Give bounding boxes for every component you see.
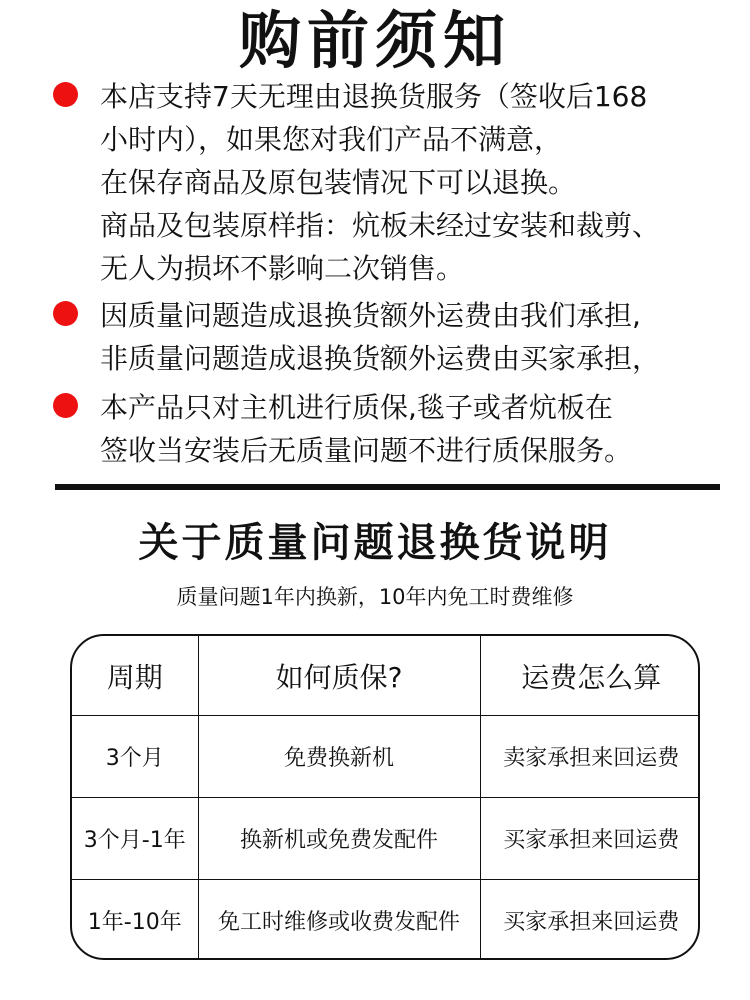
notice-line: 本店支持7天无理由退换货服务（签收后168 xyxy=(100,80,648,113)
cell-period: 3个月 xyxy=(72,716,198,798)
bullet-dot xyxy=(53,82,78,107)
notice-line: 本产品只对主机进行质保,毯子或者炕板在 xyxy=(100,391,613,424)
header-period: 周期 xyxy=(72,636,198,716)
page-title: 购前须知 xyxy=(238,4,511,77)
notice-item xyxy=(100,294,740,380)
bullet-dot xyxy=(53,393,78,418)
notice-line: 无人为损坏不影响二次销售。 xyxy=(100,252,465,285)
warranty-table xyxy=(70,634,700,960)
table-row xyxy=(72,798,700,880)
table-row xyxy=(72,716,700,798)
notice-line: 非质量问题造成退换货额外运费由买家承担， xyxy=(100,342,661,375)
section-divider xyxy=(55,484,720,490)
table-header-row xyxy=(72,636,700,716)
cell-shipping: 买家承担来回运费 xyxy=(480,798,700,880)
header-warranty: 如何质保? xyxy=(198,636,480,716)
table-row xyxy=(72,880,700,961)
cell-warranty: 免费换新机 xyxy=(198,716,480,798)
notice-item xyxy=(100,386,740,472)
notice-line: 商品及包装原样指：炕板未经过安装和裁剪、 xyxy=(100,209,661,242)
notice-line: 签收当安装后无质量问题不进行质保服务。 xyxy=(100,434,633,467)
section-caption: 质量问题1年内换新，10年内免工时费维修 xyxy=(176,585,574,609)
cell-shipping: 买家承担来回运费 xyxy=(480,880,700,961)
cell-warranty: 免工时维修或收费发配件 xyxy=(198,880,480,961)
bullet-dot xyxy=(53,301,78,326)
notice-line: 在保存商品及原包装情况下可以退换。 xyxy=(100,166,577,199)
notice-item xyxy=(100,75,740,290)
cell-period: 3个月-1年 xyxy=(72,798,198,880)
notice-line: 小时内），如果您对我们产品不满意， xyxy=(100,123,563,156)
cell-shipping: 卖家承担来回运费 xyxy=(480,716,700,798)
section-title: 关于质量问题退换货说明 xyxy=(138,520,612,566)
header-shipping: 运费怎么算 xyxy=(480,636,700,716)
cell-warranty: 换新机或免费发配件 xyxy=(198,798,480,880)
notice-line: 因质量问题造成退换货额外运费由我们承担, xyxy=(100,299,641,332)
cell-period: 1年-10年 xyxy=(72,880,198,961)
